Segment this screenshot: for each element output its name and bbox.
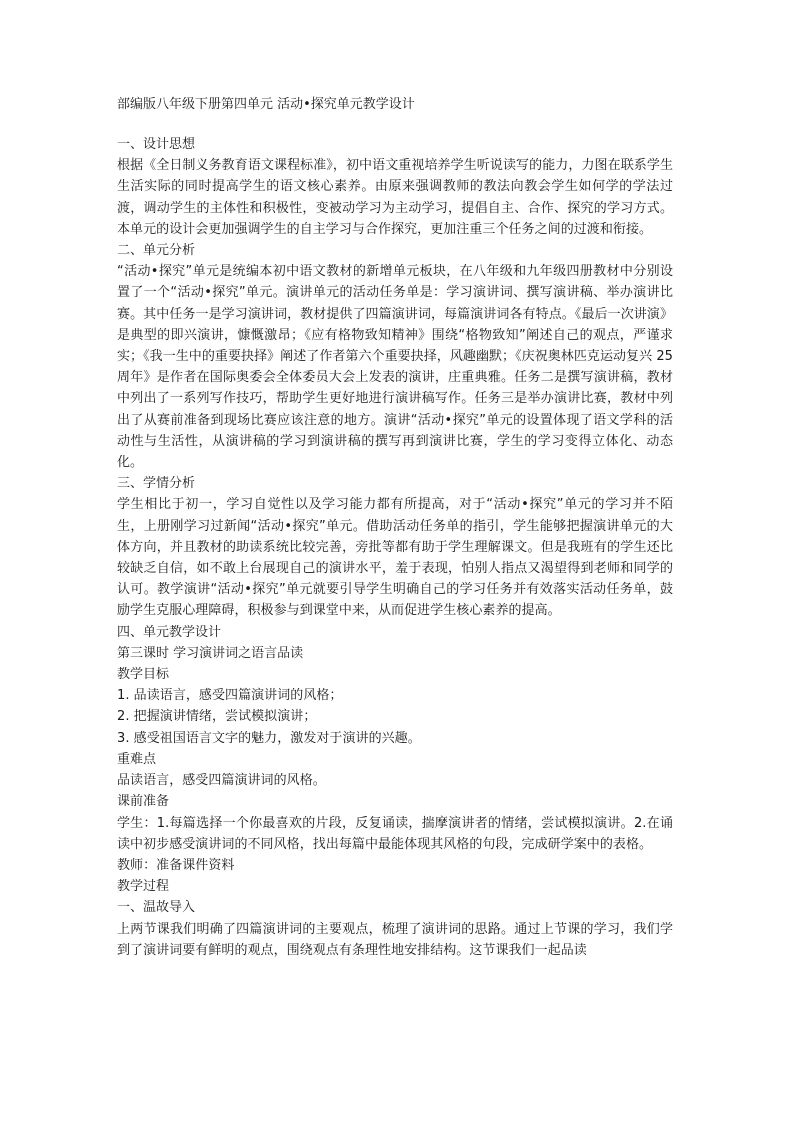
document-title: 部编版八年级下册第四单元 活动•探究单元教学设计: [117, 97, 415, 112]
paragraph: 1. 品读语言，感受四篇演讲词的风格；: [117, 688, 343, 704]
section-heading: 二、单元分析: [117, 243, 196, 259]
paragraph: “活动•探究”单元是统编本初中语文教材的新增单元板块，在八年级和九年级四册教材中分别设置了一个“活动•探究”单元。演讲单元的活动任务单是：学习演讲词、撰写演讲稿、举办演讲比赛。其中任务一是学习演讲词，教材提供了四篇演讲词，每篇演讲词各有特点。《最后一次讲演》是典型的即兴演讲，慷慨激昂；《应有格物致知精神》围绕“格物致知”阐述自己的观点，严谨求实；《我一生中的重要抉择》阐述了作者第六个重要抉择，风趣幽默；《庆祝奥林匹克运动复兴 25 周年》是作者在国际奥委会全体委员大会上发表的演讲，庄重典雅。任务二是撰写演讲稿，教材中列出了一系列写作技巧，帮助学生更好地进行演讲稿写作。任务三是举办演讲比赛，教材中列出了从赛前准备到现场比赛应该注意的地方。演讲“活动•探究”单元的设置体现了语文学科的活动性与生活性，从演讲稿的学习到演讲稿的撰写再到演讲比赛，学生的学习变得立体化、动态化。: [117, 264, 673, 471]
section-heading: 重难点: [117, 751, 157, 767]
paragraph: 品读语言，感受四篇演讲词的风格。: [117, 773, 326, 789]
section-heading: 课前准备: [117, 794, 170, 810]
section-heading: 一、温故导入: [117, 900, 196, 916]
section-heading: 教学过程: [117, 879, 170, 895]
paragraph: 根据《全日制义务教育语文课程标准》，初中语文重视培养学生听说读写的能力，力图在联系学生生活实际的同时提高学生的语文核心素养。由原来强调教师的教法向教会学生如何学的学法过渡，调动学生的主体性和积极性，变被动学习为主动学习，提倡自主、合作、探究的学习方式。本单元的设计会更加强调学生的自主学习与合作探究，更加注重三个任务之间的过渡和衔接。: [117, 158, 673, 237]
paragraph: 3. 感受祖国语言文字的魅力，激发对于演讲的兴趣。: [117, 730, 421, 746]
paragraph: 上两节课我们明确了四篇演讲词的主要观点，梳理了演讲词的思路。通过上节课的学习，我们学到了演讲词要有鲜明的观点，围绕观点有条理性地安排结构。这节课我们一起品读: [117, 921, 673, 958]
section-heading: 教学目标: [117, 667, 170, 683]
section-heading: 第三课时 学习演讲词之语言品读: [117, 645, 304, 661]
section-heading: 一、设计思想: [117, 137, 196, 152]
document-body: [117, 134, 673, 961]
section-heading: 三、学情分析: [117, 476, 196, 492]
paragraph: 教师：准备课件资料: [117, 857, 235, 873]
paragraph: 学生：1.每篇选择一个你最喜欢的片段，反复诵读，揣摩演讲者的情绪，尝试模拟演讲。2.在诵读中初步感受演讲词的不同风格，找出每篇中最能体现其风格的句段，完成研学案中的表格。: [117, 815, 673, 852]
paragraph: 学生相比于初一，学习自觉性以及学习能力都有所提高，对于“活动•探究”单元的学习并不陌生，上册刚学习过新闻“活动•探究”单元。借助活动任务单的指引，学生能够把握演讲单元的大体方向，并且教材的助读系统比较完善，旁批等都有助于学生理解课文。但是我班有的学生还比较缺乏自信，如不敢上台展现自己的演讲水平，羞于表现，怕别人指点又渴望得到老师和同学的认可。教学演讲“活动•探究”单元就要引导学生明确自己的学习任务并有效落实活动任务单，鼓励学生克服心理障碍，积极参与到课堂中来，从而促进学生核心素养的提高。: [117, 497, 673, 619]
paragraph: 2. 把握演讲情绪，尝试模拟演讲；: [117, 709, 317, 725]
document-page: [117, 88, 673, 961]
section-heading: 四、单元教学设计: [117, 624, 222, 640]
